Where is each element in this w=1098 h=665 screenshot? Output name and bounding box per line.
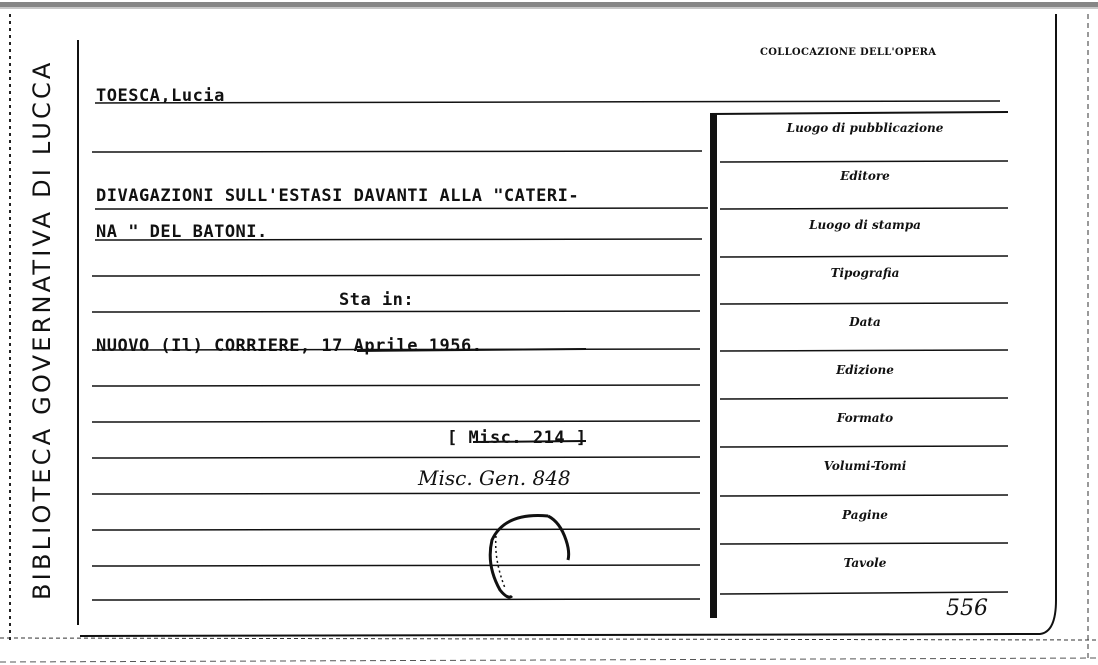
title-line-2: NA " DEL BATONI. bbox=[96, 222, 268, 242]
field-data: Data bbox=[849, 315, 881, 329]
field-tipografia: Tipografia bbox=[830, 266, 900, 280]
author-name: TOESCA,Lucia bbox=[96, 86, 225, 106]
field-tavole: Tavole bbox=[843, 556, 887, 570]
sta-in-label: Sta in: bbox=[339, 290, 415, 310]
shelf-location-header: COLLOCAZIONE DELL'OPERA bbox=[760, 47, 937, 58]
corner-mark: 556 bbox=[946, 596, 988, 621]
library-name: BIBLIOTECA GOVERNATIVA DI LUCCA bbox=[28, 59, 56, 600]
field-pagine: Pagine bbox=[842, 508, 888, 522]
field-editore: Editore bbox=[840, 169, 890, 183]
field-formato: Formato bbox=[836, 411, 894, 425]
source-citation: NUOVO (Il) CORRIERE, 17 Aprile 1956. bbox=[96, 336, 483, 356]
title-line-1: DIVAGAZIONI SULL'ESTASI DAVANTI ALLA "CATERI- bbox=[96, 186, 580, 206]
field-volumi-tomi: Volumi-Tomi bbox=[823, 459, 907, 473]
handwritten-note: Misc. Gen. 848 bbox=[418, 466, 571, 490]
field-luogo-stampa: Luogo di stampa bbox=[809, 218, 921, 232]
field-edizione: Edizione bbox=[836, 363, 894, 377]
field-luogo-pubblicazione: Luogo di pubblicazione bbox=[786, 121, 944, 135]
shelf-mark: [ Misc. 214 ] bbox=[447, 428, 587, 448]
